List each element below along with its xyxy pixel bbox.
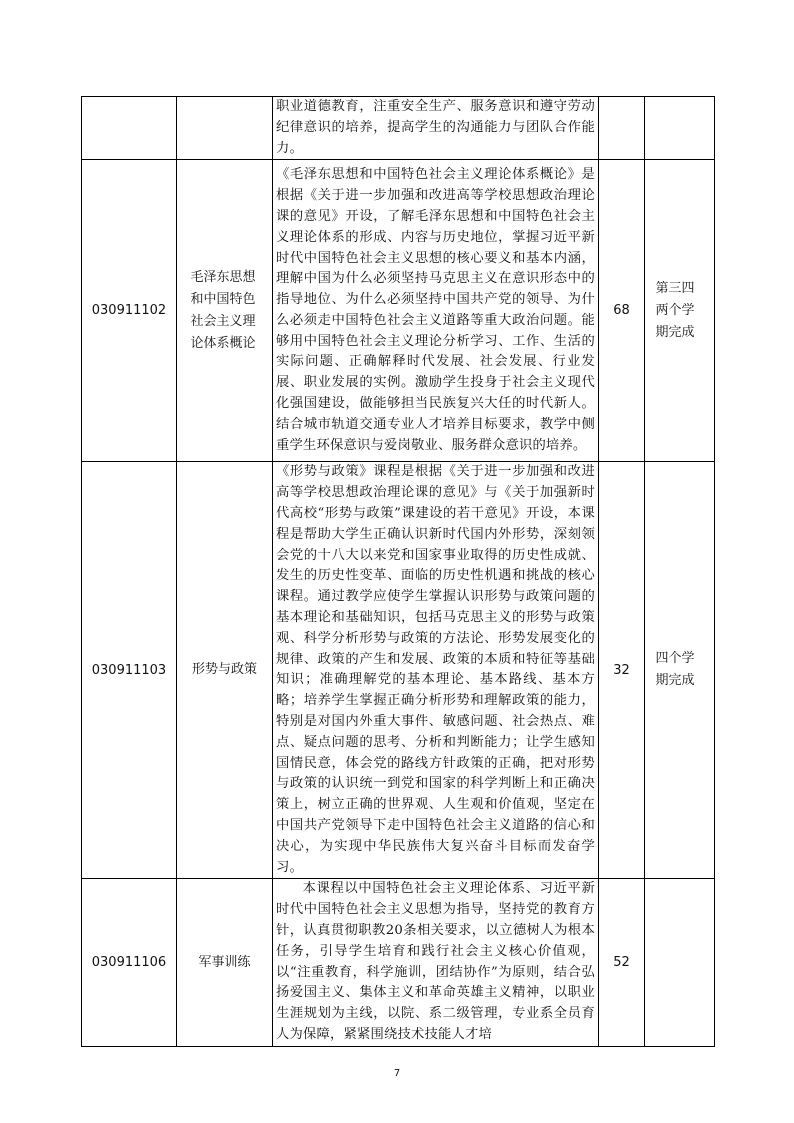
course-code [82, 97, 177, 160]
description-text: 《毛泽东思想和中国特色社会主义理论体系概论》是根据《关于进一步加强和改进高等学校思想政治理论课的意见》开设，了解毛泽东思想和中国特色社会主义理论体系的形成、内容与历史地位，掌握习近平新时代中国特色社会主义思想的核心要义和基本内涵，理解中国为什么必须坚持马克思主义在意识形态中的指导地位、为什么必须坚持中国共产党的领导、为什么必须走中国特色社会主义道路等重大政治问题。能够用中国特色社会主义理论分析学习、工作、生活的实际问题、正确解释时代发展、社会发展、行业发展、职业发展的实例。激励学生投身于社会主义现代化强国建设，做能够担当民族复兴大任的时代新人。结合城市轨道交通专业人才培养目标要求，教学中侧重学生环保意识与爱岗敬业、服务群众意识的培养。 [276, 167, 595, 453]
course-code: 030911103 [82, 462, 177, 879]
table-row [82, 160, 715, 462]
course-hours [599, 97, 645, 160]
course-term [645, 97, 715, 160]
course-term [645, 879, 715, 1046]
course-name: 毛泽东思想和中国特色社会主义理论体系概论 [177, 160, 273, 462]
course-hours: 68 [599, 160, 645, 462]
course-code: 030911102 [82, 160, 177, 462]
course-term: 第三四两个学期完成 [645, 160, 715, 462]
course-name [177, 97, 273, 160]
course-description [273, 879, 599, 1046]
course-name: 形势与政策 [177, 462, 273, 879]
table-row [82, 97, 715, 160]
course-term: 四个学期完成 [645, 462, 715, 879]
course-name: 军事训练 [177, 879, 273, 1046]
course-hours: 32 [599, 462, 645, 879]
table-row [82, 879, 715, 1046]
course-hours: 52 [599, 879, 645, 1046]
description-text: 《形势与政策》课程是根据《关于进一步加强和改进高等学校思想政治理论课的意见》与《关于加强新时代高校“形势与政策”课建设的若干意见》开设，本课程是帮助大学生正确认识新时代国内外形势，深刻领会党的十八大以来党和国家事业取得的历史性成就、发生的历史性变革、面临的历史性机遇和挑战的核心课程。通过教学应使学生掌握认识形势与政策问题的基本理论和基础知识，包括马克思主义的形势与政策观、科学分析形势与政策的方法论、形势发展变化的规律、政策的产生和发展、政策的本质和特征等基础知识；准确理解党的基本理论、基本路线、基本方略；培养学生掌握正确分析形势和理解政策的能力，特别是对国内外重大事件、敏感问题、社会热点、难点、疑点问题的思考、分析和判断能力；让学生感知国情民意，体会党的路线方针政策的正确，把对形势与政策的认识统一到党和国家的科学判断上和正确决策上，树立正确的世界观、人生观和价值观，坚定在中国共产党领导下走中国特色社会主义道路的信心和决心，为实现中华民族伟大复兴奋斗目标而发奋学习。 [276, 464, 595, 875]
table-row [82, 462, 715, 879]
course-description [273, 160, 599, 462]
description-text: 职业道德教育，注重安全生产、服务意识和遵守劳动纪律意识的培养，提高学生的沟通能力与团队合作能力。 [276, 99, 595, 156]
description-text: 本课程以中国特色社会主义理论体系、习近平新时代中国特色社会主义思想为指导，坚持党的教育方针，认真贯彻职教20条相关要求，以立德树人为根本任务，引导学生培育和践行社会主义核心价值观，以“注重教育，科学施训，团结协作”为原则，结合弘扬爱国主义、集体主义和革命英雄主义精神，以职业生涯规划为主线，以院、系二级管理，专业系全员育人为保障，紧紧围绕技术技能人才培 [276, 881, 595, 1042]
course-code: 030911106 [82, 879, 177, 1046]
curriculum-table [81, 96, 715, 1047]
course-description [273, 97, 599, 160]
page-number: 7 [393, 1068, 401, 1079]
course-description [273, 462, 599, 879]
